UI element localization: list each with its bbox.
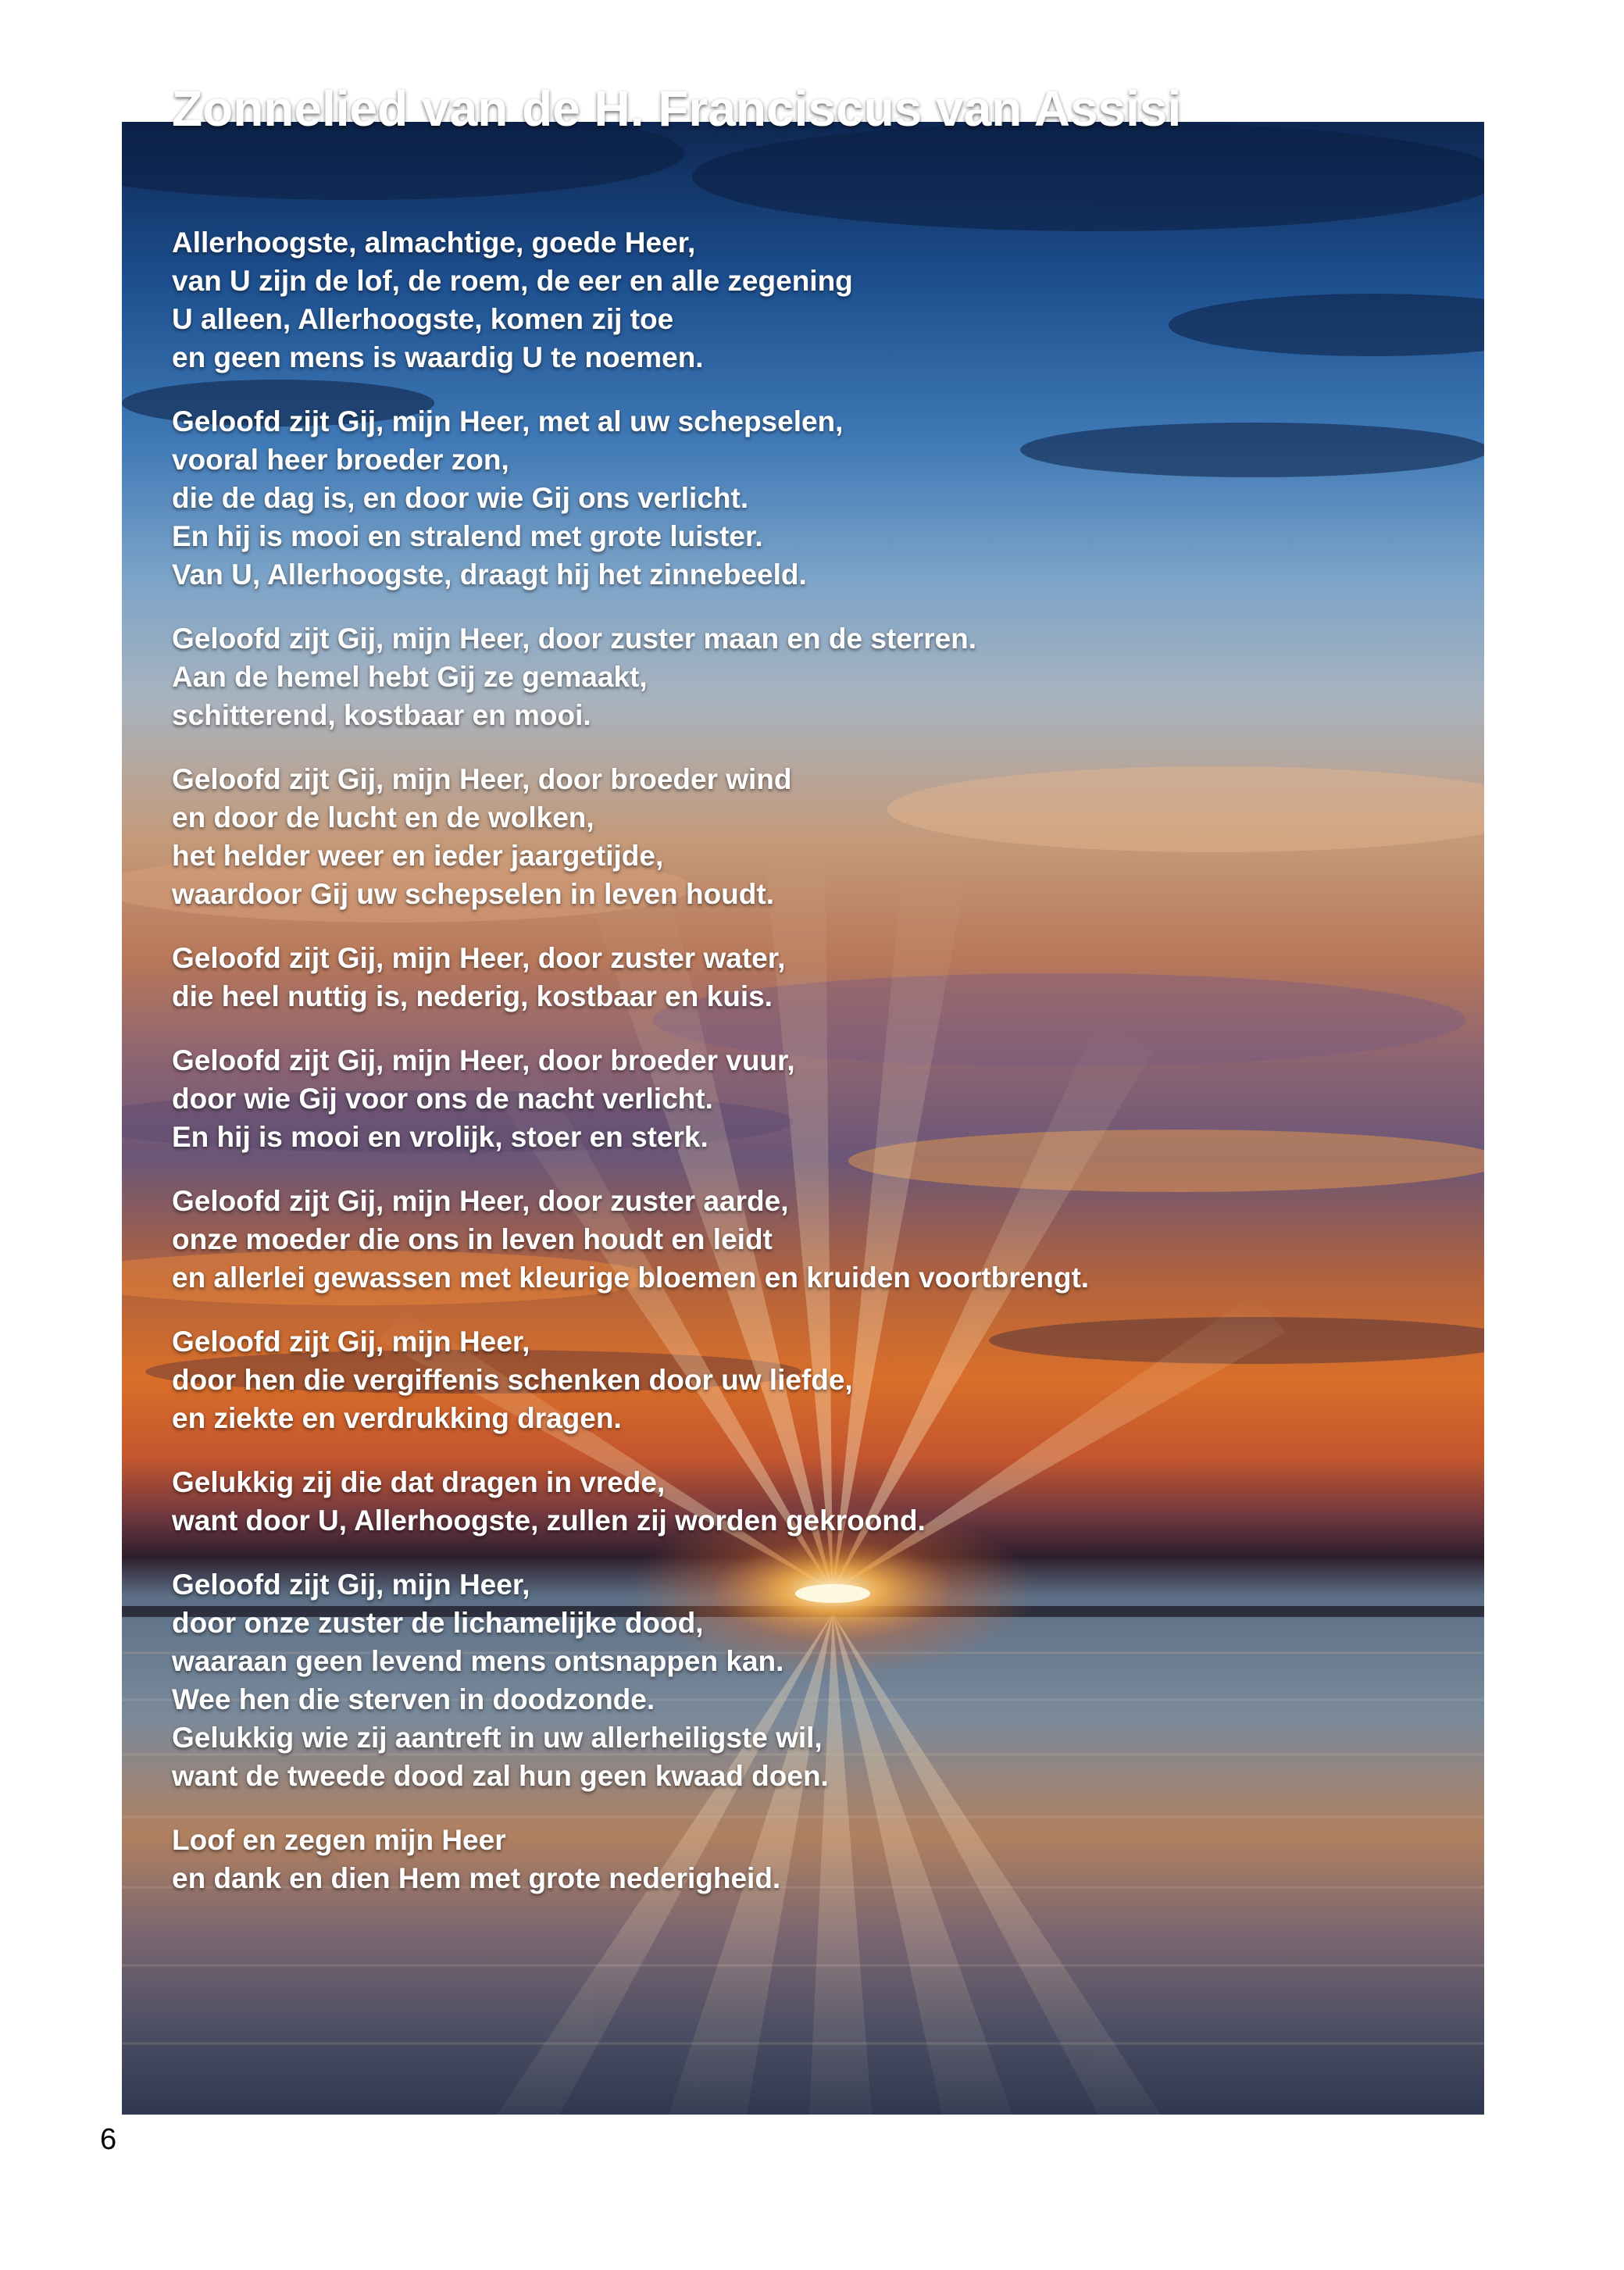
poem-line: door hen die vergiffenis schenken door uw liefde, (172, 1364, 853, 1396)
poem-line: Geloofd zijt Gij, mijn Heer, door zuster aarde, (172, 1185, 789, 1217)
poem-line: Geloofd zijt Gij, mijn Heer, door zuster water, (172, 942, 786, 974)
stanza (172, 1322, 1328, 1437)
poem-line: Geloofd zijt Gij, mijn Heer, door broeder vuur, (172, 1044, 795, 1076)
poem-line: Van U, Allerhoogste, draagt hij het zinnebeeld. (172, 559, 807, 591)
poem-line: Aan de hemel hebt Gij ze gemaakt, (172, 661, 648, 693)
poem-line: onze moeder die ons in leven houdt en leidt (172, 1223, 773, 1255)
poem-line: waardoor Gij uw schepselen in leven houdt. (172, 878, 774, 910)
stanza (172, 619, 1328, 734)
stanza (172, 402, 1328, 594)
poem-line: Geloofd zijt Gij, mijn Heer, met al uw schepselen, (172, 405, 844, 437)
poem-line: schitterend, kostbaar en mooi. (172, 699, 591, 731)
poem-line: Geloofd zijt Gij, mijn Heer, (172, 1326, 530, 1358)
stanza (172, 939, 1328, 1015)
poem-line: Geloofd zijt Gij, mijn Heer, door broeder wind (172, 763, 792, 795)
poem-line: Wee hen die sterven in doodzonde. (172, 1683, 655, 1715)
poem-line: Geloofd zijt Gij, mijn Heer, (172, 1569, 530, 1601)
poem-line: het helder weer en ieder jaargetijde, (172, 840, 664, 872)
poem-line: Gelukkig wie zij aantreft in uw allerheiligste wil, (172, 1722, 823, 1754)
poem-line: Loof en zegen mijn Heer (172, 1824, 506, 1856)
poem-line: die de dag is, en door wie Gij ons verlicht. (172, 482, 749, 514)
poem-line: en ziekte en verdrukking dragen. (172, 1402, 622, 1434)
poem-line: En hij is mooi en vrolijk, stoer en sterk. (172, 1121, 708, 1153)
stanza (172, 1182, 1328, 1297)
stanza (172, 1463, 1328, 1540)
stanza (172, 760, 1328, 913)
poem-line: Gelukkig zij die dat dragen in vrede, (172, 1466, 666, 1498)
poem-line: door onze zuster de lichamelijke dood, (172, 1607, 704, 1639)
poem-line: Geloofd zijt Gij, mijn Heer, door zuster maan en de sterren. (172, 623, 977, 655)
stanza (172, 223, 1328, 377)
poem-line: want door U, Allerhoogste, zullen zij worden gekroond. (172, 1504, 926, 1537)
poem-line: vooral heer broeder zon, (172, 444, 509, 476)
poem-line: waaraan geen levend mens ontsnappen kan. (172, 1645, 784, 1677)
poem-line: En hij is mooi en stralend met grote luister. (172, 520, 763, 552)
poem-line: want de tweede dood zal hun geen kwaad doen. (172, 1760, 829, 1792)
stanza (172, 1565, 1328, 1795)
poem-line: en dank en dien Hem met grote nederigheid. (172, 1862, 781, 1894)
poem-line: van U zijn de lof, de roem, de eer en alle zegening (172, 265, 853, 297)
poem-line: en allerlei gewassen met kleurige bloemen en kruiden voortbrengt. (172, 1262, 1090, 1294)
poem-line: Allerhoogste, almachtige, goede Heer, (172, 227, 696, 259)
poem-title: Zonnelied van de H. Franciscus van Assisi (172, 80, 1182, 137)
poem-line: door wie Gij voor ons de nacht verlicht. (172, 1083, 713, 1115)
poem-line: die heel nuttig is, nederig, kostbaar en kuis. (172, 980, 773, 1012)
page-number: 6 (100, 2123, 117, 2156)
poem-line: en geen mens is waardig U te noemen. (172, 341, 704, 373)
poem-body (172, 223, 1328, 1923)
poem-line: U alleen, Allerhoogste, komen zij toe (172, 303, 674, 335)
poem-line: en door de lucht en de wolken, (172, 801, 594, 833)
stanza (172, 1041, 1328, 1156)
stanza (172, 1821, 1328, 1897)
